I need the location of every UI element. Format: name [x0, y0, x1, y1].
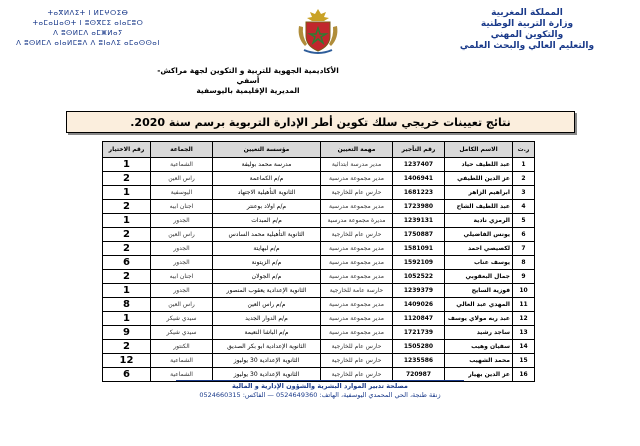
header-left-line: ⵜⴰⴳⵍⴷⵉⵜ ⵏ ⵍⵎⵖⵔⵉⴱ [47, 9, 129, 17]
header-tifinagh-block [8, 8, 168, 48]
choice-number-cell: 1 [103, 312, 151, 326]
salary-number-cell: 1120847 [393, 312, 445, 326]
choice-number-cell: 12 [103, 354, 151, 368]
assigned-school-cell: م/م لبهايتة [213, 242, 321, 256]
column-header: رقم الاختيار [103, 142, 151, 158]
salary-number-cell: 1505280 [393, 340, 445, 354]
table-header-row [103, 142, 535, 158]
commune-cell: الجدور [151, 242, 213, 256]
assigned-role-cell: مدير مجموعة مدرسية [321, 200, 393, 214]
choice-number-cell: 1 [103, 214, 151, 228]
column-header: الاسم الكامل [445, 142, 513, 158]
commune-cell: راس العين [151, 172, 213, 186]
footer-address: زنقة طنجة، الحي المحمدي اليوسفية، الهاتف: 0524649360 — الفاكس: 0524660315 [199, 391, 441, 399]
assigned-school-cell: الثانوية الإعدادية 30 يوليوز [213, 354, 321, 368]
assigned-school-cell: مدرسة محمد بوليفة [213, 158, 321, 172]
assigned-school-cell: الثانوية التأهيلية محمد السادس [213, 228, 321, 242]
assigned-school-cell: الثانوية الإعدادية 30 يوليوز [213, 368, 321, 382]
assigned-role-cell: مديرة مجموعة مدرسية [321, 214, 393, 228]
assigned-role-cell: مدير مجموعة مدرسية [321, 312, 393, 326]
table-row [103, 186, 535, 200]
row-index-cell: 10 [513, 284, 535, 298]
table-row [103, 214, 535, 228]
row-index-cell: 7 [513, 242, 535, 256]
assigned-role-cell: مدير مجموعة مدرسية [321, 270, 393, 284]
salary-number-cell: 1406941 [393, 172, 445, 186]
table-row [103, 354, 535, 368]
full-name-cell: لكصيصي احمد [445, 242, 513, 256]
academy-name: الأكاديمية الجهوية للتربية و التكوين لجهة مراكش-أسفي [157, 66, 339, 85]
full-name-cell: عز الدين بهيار [445, 368, 513, 382]
column-header: رقم التأجير [393, 142, 445, 158]
assigned-role-cell: مدير مجموعة مدرسية [321, 326, 393, 340]
assigned-role-cell: مدير مجموعة مدرسية [321, 172, 393, 186]
table-row [103, 172, 535, 186]
assigned-school-cell: الثانوية التأهيلية الاجتهاد [213, 186, 321, 200]
assigned-school-cell: م/م راس العين [213, 298, 321, 312]
assigned-role-cell: مدير مدرسة ابتدائية [321, 158, 393, 172]
column-header: مهمة التعيين [321, 142, 393, 158]
row-index-cell: 6 [513, 228, 535, 242]
footer-service: مصلحة تدبير الموارد البشرية والشؤون الإدارية و المالية [232, 382, 408, 390]
commune-cell: اجنان ابيه [151, 270, 213, 284]
assigned-school-cell: م/م الزيتونة [213, 256, 321, 270]
commune-cell: الجدور [151, 214, 213, 228]
choice-number-cell: 1 [103, 158, 151, 172]
row-index-cell: 11 [513, 298, 535, 312]
full-name-cell: عز الدين اللطيفي [445, 172, 513, 186]
choice-number-cell: 2 [103, 270, 151, 284]
assigned-school-cell: م/م الدوار الجديد [213, 312, 321, 326]
assigned-role-cell: حارسة عامة للخارجية [321, 284, 393, 298]
row-index-cell: 15 [513, 354, 535, 368]
choice-number-cell: 1 [103, 284, 151, 298]
row-index-cell: 12 [513, 312, 535, 326]
choice-number-cell: 2 [103, 228, 151, 242]
column-header: الجماعة [151, 142, 213, 158]
academy-block [148, 66, 348, 96]
commune-cell: سيدي شيكر [151, 312, 213, 326]
commune-cell: راس العين [151, 228, 213, 242]
row-index-cell: 8 [513, 256, 535, 270]
choice-number-cell: 2 [103, 242, 151, 256]
header-left-line: ⵜⴰⵎⴰⵡⴰⵙⵜ ⵏ ⵓⵙⴳⵎⵉ ⴰⵏⴰⵎⵓⵔ [32, 19, 144, 27]
commune-cell: الشماعية [151, 158, 213, 172]
table-row [103, 340, 535, 354]
title-box [66, 111, 575, 133]
row-index-cell: 9 [513, 270, 535, 284]
salary-number-cell: 1052522 [393, 270, 445, 284]
header-left-line: ⴷ ⵓⵙⵍⵎⴷ ⴰⵏⴰⵍⵎⵓⴷ ⴷ ⵓⵏⴰⴷⵉ ⴰⵎⴰⵙⵙⴰⵏ [16, 39, 160, 47]
full-name-cell: محمد الشهيب [445, 354, 513, 368]
full-name-cell: الرمزي نادية [445, 214, 513, 228]
commune-cell: اجنان ابيه [151, 200, 213, 214]
salary-number-cell: 1409026 [393, 298, 445, 312]
salary-number-cell: 1750887 [393, 228, 445, 242]
table-row [103, 242, 535, 256]
assigned-role-cell: مدير مجموعة مدرسية [321, 242, 393, 256]
full-name-cell: المهدي عبد العالي [445, 298, 513, 312]
full-name-cell: عبد اللطيف الشاح [445, 200, 513, 214]
row-index-cell: 3 [513, 186, 535, 200]
assigned-school-cell: م/م الجولان [213, 270, 321, 284]
column-header: ر.ت [513, 142, 535, 158]
assigned-role-cell: حارس عام للخارجية [321, 340, 393, 354]
assigned-school-cell: م/م الكماعمة [213, 172, 321, 186]
table-row [103, 326, 535, 340]
row-index-cell: 2 [513, 172, 535, 186]
row-index-cell: 13 [513, 326, 535, 340]
table-row [103, 228, 535, 242]
commune-cell: الجدور [151, 256, 213, 270]
assigned-school-cell: م/م اولاد بوعنتر [213, 200, 321, 214]
row-index-cell: 1 [513, 158, 535, 172]
assigned-school-cell: م/م الباشا النعيمة [213, 326, 321, 340]
assigned-school-cell: م/م المبدات [213, 214, 321, 228]
full-name-cell: جمال البعقوبي [445, 270, 513, 284]
commune-cell: سيدي شيكر [151, 326, 213, 340]
salary-number-cell: 720987 [393, 368, 445, 382]
choice-number-cell: 6 [103, 256, 151, 270]
full-name-cell: عبد اللطيف حياد [445, 158, 513, 172]
full-name-cell: عبد ربه مولاي يوسف [445, 312, 513, 326]
header-ministry-block [422, 8, 632, 52]
choice-number-cell: 8 [103, 298, 151, 312]
moroccan-coat-of-arms-icon [293, 6, 343, 56]
assigned-role-cell: مدير مجموعة مدرسية [321, 256, 393, 270]
table-row [103, 270, 535, 284]
assigned-role-cell: حارس عام للخارجية [321, 354, 393, 368]
directorate-name: المديرية الإقليمية باليوسفية [196, 86, 300, 95]
table-row [103, 298, 535, 312]
assigned-school-cell: الثانوية الإعدادية ابو بكر الصديق [213, 340, 321, 354]
header-right-line: وزارة التربية الوطنية [480, 19, 574, 29]
footer [180, 382, 460, 400]
row-index-cell: 5 [513, 214, 535, 228]
commune-cell: الشماعية [151, 368, 213, 382]
assigned-school-cell: الثانوية الإعدادية يعقوب المنصور [213, 284, 321, 298]
commune-cell: الشماعية [151, 354, 213, 368]
choice-number-cell: 9 [103, 326, 151, 340]
table-row [103, 256, 535, 270]
row-index-cell: 14 [513, 340, 535, 354]
assigned-role-cell: حارس عام للخارجية [321, 368, 393, 382]
header-right-line: والتعليم العالي والبحث العلمي [459, 41, 595, 51]
commune-cell: اليوسفية [151, 186, 213, 200]
header-right-line: المملكة المغربية [491, 8, 563, 18]
row-index-cell: 16 [513, 368, 535, 382]
header-right-line: والتكوين المهني [490, 30, 564, 40]
salary-number-cell: 1592109 [393, 256, 445, 270]
choice-number-cell: 2 [103, 200, 151, 214]
choice-number-cell: 2 [103, 172, 151, 186]
row-index-cell: 4 [513, 200, 535, 214]
assigned-role-cell: حارس عام للخارجية [321, 186, 393, 200]
salary-number-cell: 1723980 [393, 200, 445, 214]
full-name-cell: سفيان وهيب [445, 340, 513, 354]
document-title: نتائج تعيينات خريجي سلك تكوين أطر الإدارة التربوية برسم سنة 2020. [130, 115, 511, 129]
table-body [103, 158, 535, 382]
assigned-role-cell: حارس عام للخارجية [321, 228, 393, 242]
results-table [102, 141, 535, 382]
table-row [103, 284, 535, 298]
commune-cell: راس العين [151, 298, 213, 312]
table-row [103, 200, 535, 214]
column-header: مؤسسة التعيين [213, 142, 321, 158]
salary-number-cell: 1681223 [393, 186, 445, 200]
salary-number-cell: 1235586 [393, 354, 445, 368]
salary-number-cell: 1721739 [393, 326, 445, 340]
table-row [103, 312, 535, 326]
choice-number-cell: 1 [103, 186, 151, 200]
commune-cell: الكنتور [151, 340, 213, 354]
full-name-cell: يوسف عناب [445, 256, 513, 270]
choice-number-cell: 2 [103, 340, 151, 354]
salary-number-cell: 1239379 [393, 284, 445, 298]
salary-number-cell: 1239131 [393, 214, 445, 228]
full-name-cell: ابراهيم الزاهر [445, 186, 513, 200]
commune-cell: الجدور [151, 284, 213, 298]
footer-divider [176, 380, 464, 381]
table-row [103, 158, 535, 172]
salary-number-cell: 1581091 [393, 242, 445, 256]
full-name-cell: يونس الفاضيلي [445, 228, 513, 242]
assigned-role-cell: مدير مجموعة مدرسية [321, 298, 393, 312]
choice-number-cell: 6 [103, 368, 151, 382]
full-name-cell: ساجد رشيد [445, 326, 513, 340]
full-name-cell: فوزية السايح [445, 284, 513, 298]
salary-number-cell: 1237407 [393, 158, 445, 172]
header-left-line: ⴷ ⵓⵙⵍⵎⴷ ⴰⵎⵥⵍⴰⵢ [53, 29, 123, 37]
